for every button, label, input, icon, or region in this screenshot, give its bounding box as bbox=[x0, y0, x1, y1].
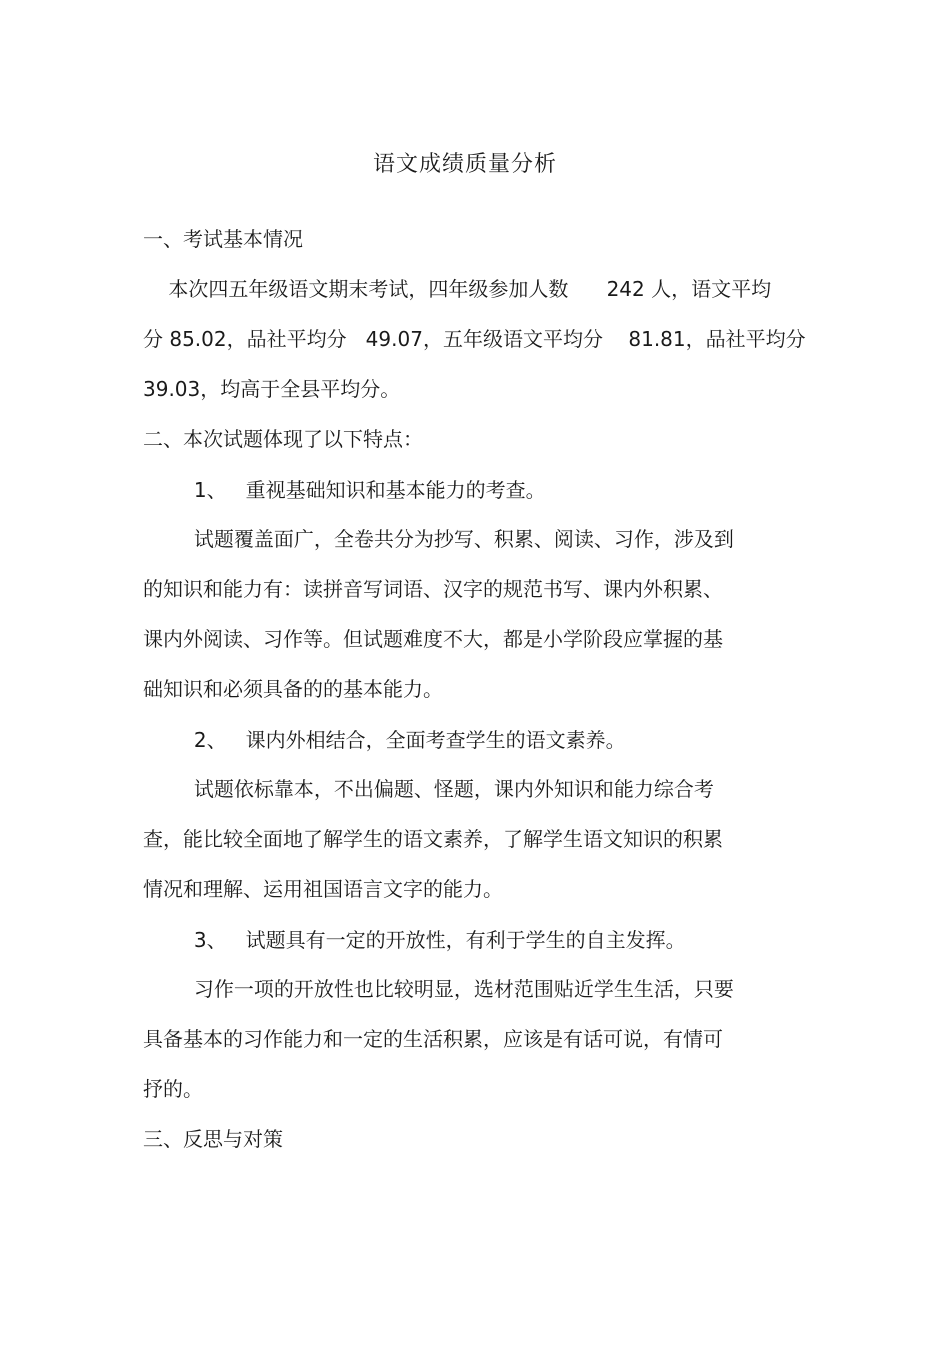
paragraph-line: 抒的。 bbox=[143, 1077, 203, 1101]
paragraph-line: 情况和理解、运用祖国语言文字的能力。 bbox=[143, 877, 503, 901]
paragraph-line: 查，能比较全面地了解学生的语文素养，了解学生语文知识的积累 bbox=[143, 827, 723, 851]
document-title: 语文成绩质量分析 bbox=[372, 152, 557, 177]
paragraph-line: 习作一项的开放性也比较明显，选材范围贴近学生生活，只要 bbox=[143, 977, 734, 1001]
paragraph-line: 试题依标靠本，不出偏题、怪题，课内外知识和能力综合考 bbox=[143, 777, 714, 801]
paragraph-line: 分 85.02，品社平均分 49.07，五年级语文平均分 81.81，品社平均分 bbox=[143, 327, 806, 351]
section-heading-2: 二、本次试题体现了以下特点： bbox=[143, 427, 423, 451]
paragraph-line: 课内外阅读、习作等。但试题难度不大，都是小学阶段应掌握的基 bbox=[143, 627, 723, 651]
paragraph-line: 础知识和必须具备的的基本能力。 bbox=[143, 677, 443, 701]
paragraph-line: 的知识和能力有：读拼音写词语、汉字的规范书写、课内外积累、 bbox=[143, 577, 723, 601]
paragraph-line: 本次四五年级语文期末考试，四年级参加人数 242 人，语文平均 bbox=[143, 277, 772, 301]
paragraph-line: 具备基本的习作能力和一定的生活积累，应该是有话可说，有情可 bbox=[143, 1027, 723, 1051]
subheading-1: 1、 重视基础知识和基本能力的考查。 bbox=[143, 478, 546, 502]
subheading-3: 3、 试题具有一定的开放性，有利于学生的自主发挥。 bbox=[143, 928, 686, 952]
section-heading-1: 一、考试基本情况 bbox=[143, 227, 303, 251]
subheading-2: 2、 课内外相结合，全面考查学生的语文素养。 bbox=[143, 728, 626, 752]
paragraph-line: 试题覆盖面广，全卷共分为抄写、积累、阅读、习作，涉及到 bbox=[143, 527, 734, 551]
paragraph-line: 39.03，均高于全县平均分。 bbox=[143, 377, 401, 401]
section-heading-3: 三、反思与对策 bbox=[143, 1127, 283, 1151]
